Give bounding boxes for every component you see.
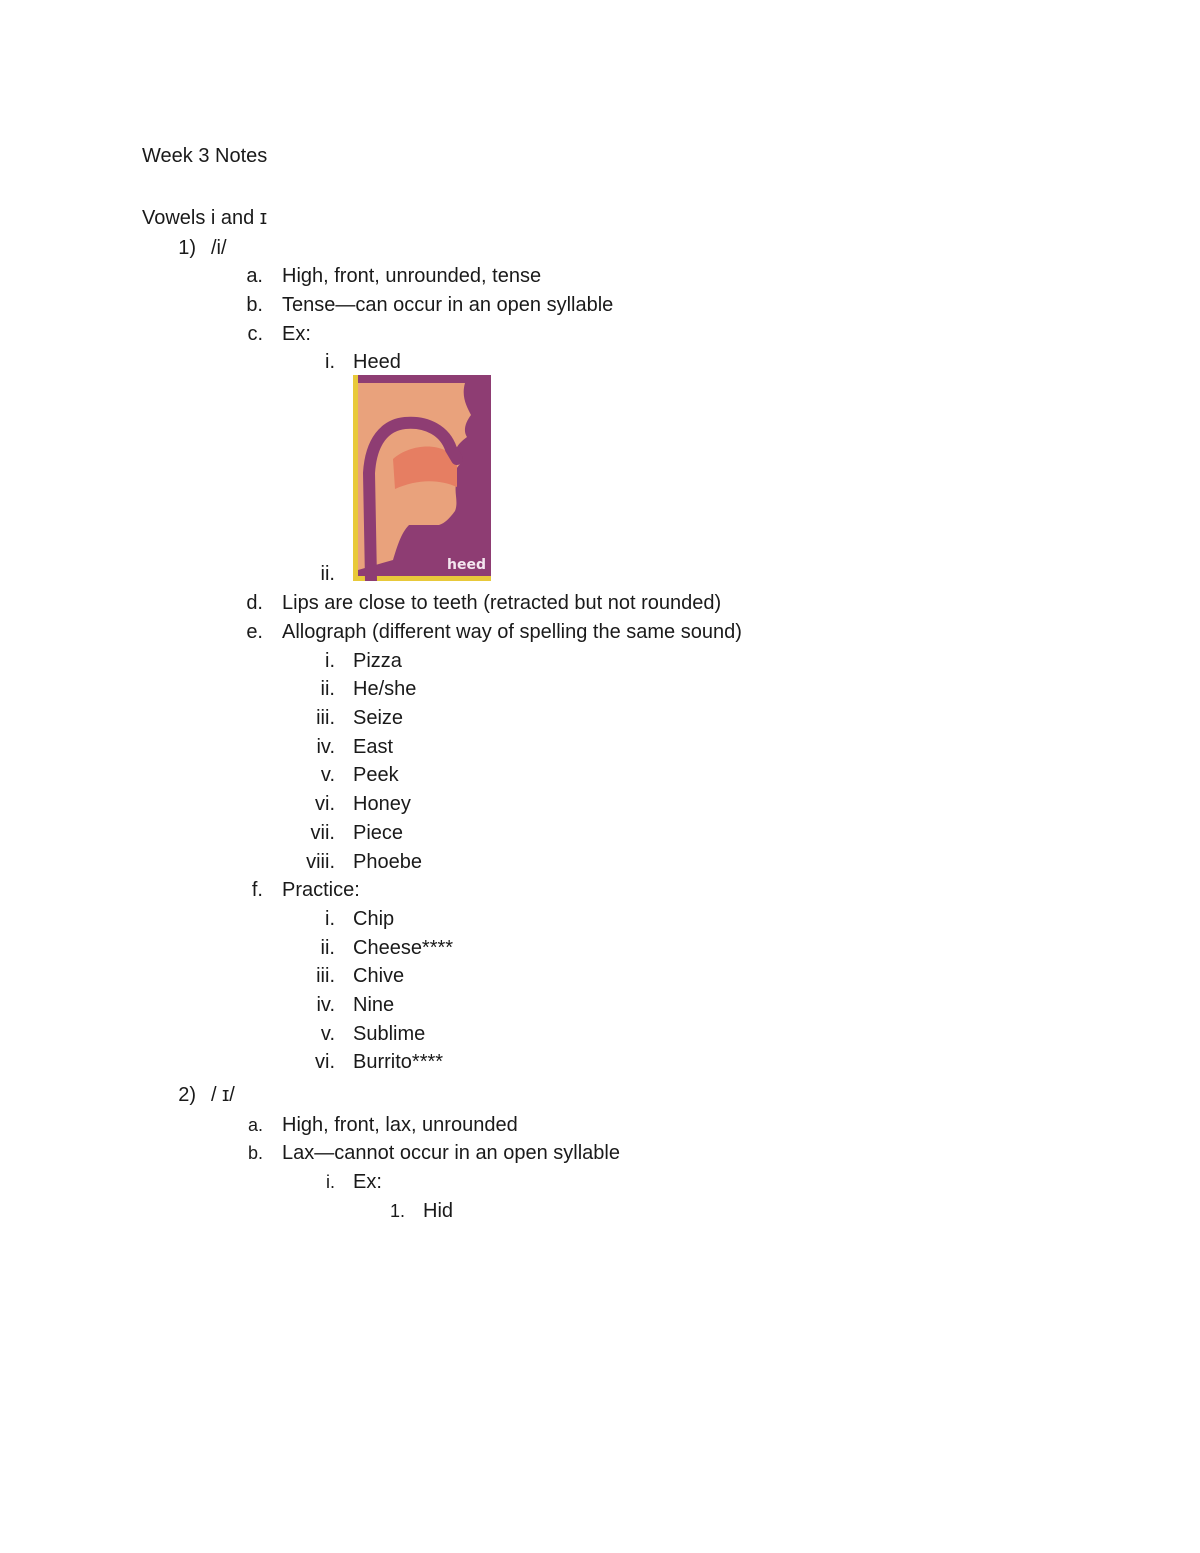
list-item-text: High, front, lax, unrounded [282, 1114, 518, 1136]
list-item-text: He/she [353, 678, 417, 700]
list-item-text: Nine [353, 994, 395, 1016]
list-item-text: East [353, 736, 394, 758]
list-item-text: Tense—can occur in an open syllable [282, 294, 614, 316]
list-item-text: Pizza [353, 650, 402, 672]
list-item-text: Allograph (different way of spelling the same sound) [282, 621, 742, 643]
list-marker: a. [247, 1115, 263, 1135]
vocal-tract-diagram-icon [353, 375, 491, 581]
list-marker: ii. [320, 937, 335, 959]
list-marker: viii. [306, 851, 335, 873]
list-marker: i. [325, 351, 335, 373]
list-marker: c. [247, 323, 263, 345]
list-item-text: Hid [423, 1200, 454, 1222]
list-marker: i. [325, 650, 335, 672]
list-marker: iii. [316, 965, 335, 987]
list-item-text: / ɪ/ [211, 1084, 235, 1106]
list-marker: i. [326, 1172, 335, 1192]
list-marker: i. [325, 908, 335, 930]
list-item-text: Lips are close to teeth (retracted but not rounded) [282, 592, 722, 614]
list-marker: v. [320, 1023, 335, 1045]
list-item-text: Ex: [353, 1171, 382, 1193]
list-marker: iv. [316, 994, 335, 1016]
list-item-text: High, front, unrounded, tense [282, 265, 542, 287]
list-item-text: Lax—cannot occur in an open syllable [282, 1142, 620, 1164]
list-marker: e. [246, 621, 263, 643]
list-marker: iv. [316, 736, 335, 758]
list-marker: ii. [320, 563, 335, 585]
list-marker: a. [246, 265, 263, 287]
diagram-caption: heed [447, 557, 486, 573]
list-item-text: Honey [353, 793, 411, 815]
list-item-text: Sublime [353, 1023, 426, 1045]
list-marker: vi. [315, 1051, 335, 1073]
section-heading: Vowels i and ɪ [142, 207, 267, 229]
list-item-text: Chive [353, 965, 405, 987]
list-marker: 1) [178, 237, 196, 259]
list-marker: vi. [315, 793, 335, 815]
list-marker: 1. [389, 1201, 405, 1221]
list-item-text: Seize [353, 707, 404, 729]
list-marker: b. [247, 1143, 263, 1163]
vocal-tract-diagram-image [353, 375, 491, 581]
list-item-text: Piece [353, 822, 404, 844]
list-item-text: Burrito**** [353, 1051, 444, 1073]
list-item-text: Cheese**** [353, 937, 454, 959]
list-marker: b. [246, 294, 263, 316]
list-item-text: Peek [353, 764, 399, 786]
document-title: Week 3 Notes [142, 145, 268, 167]
list-marker: f. [251, 879, 263, 901]
list-marker: d. [246, 592, 263, 614]
list-marker: iii. [316, 707, 335, 729]
list-item-text: Phoebe [353, 851, 422, 873]
list-item-text: /i/ [211, 237, 227, 259]
list-marker: v. [320, 764, 335, 786]
list-item-text: Practice: [282, 879, 360, 901]
list-item-text: Ex: [282, 323, 311, 345]
list-item-text: Heed [353, 351, 401, 373]
list-marker: 2) [178, 1084, 196, 1106]
list-marker: ii. [320, 678, 335, 700]
list-item-text: Chip [353, 908, 395, 930]
list-marker: vii. [310, 822, 335, 844]
